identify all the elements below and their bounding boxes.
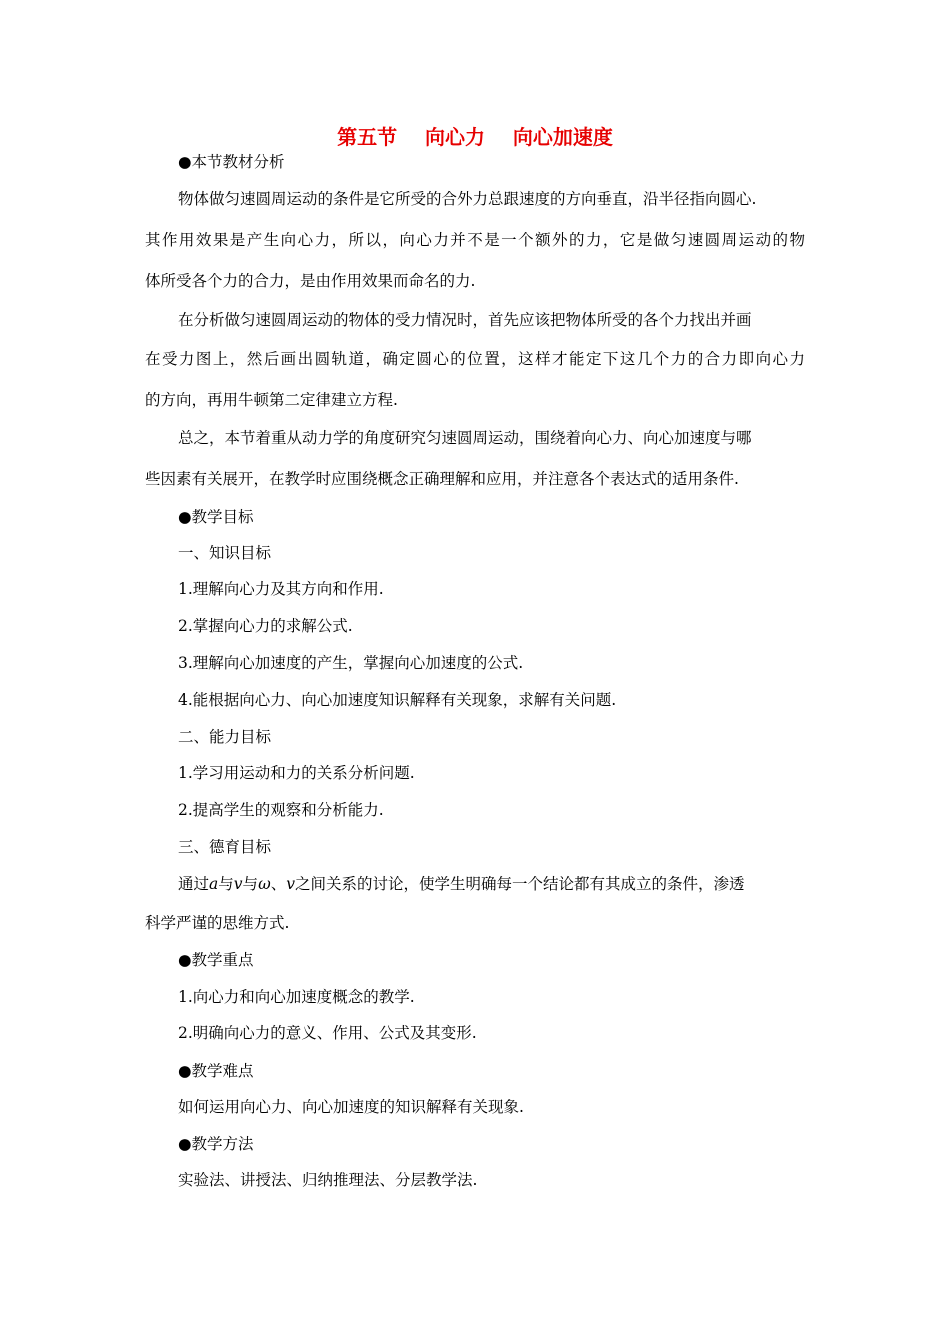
variable-omega: ω [258, 875, 271, 893]
paragraph-line: 在分析做匀速圆周运动的物体的受力情况时，首先应该把物体所受的各个力找出并画 [178, 311, 752, 329]
variable-a: a [209, 875, 219, 893]
paragraph-line: 实验法、讲授法、归纳推理法、分层教学法. [178, 1171, 478, 1189]
section-heading-key: ●教学重点 [178, 951, 254, 969]
section-heading-difficult: ●教学难点 [178, 1062, 254, 1080]
section-heading-method: ●教学方法 [178, 1135, 254, 1153]
paragraph-line: 物体做匀速圆周运动的条件是它所受的合外力总跟速度的方向垂直，沿半径指向圆心. [178, 190, 757, 208]
variable-v: v [233, 875, 243, 893]
paragraph-line [178, 873, 745, 895]
paragraph-line: 些因素有关展开，在教学时应围绕概念正确理解和应用，并注意各个表达式的适用条件. [145, 470, 739, 488]
paragraph-line: 总之，本节着重从动力学的角度研究匀速圆周运动，围绕着向心力、向心加速度与哪 [178, 429, 752, 447]
page-title: 第五节 向心力 向心加速度 [337, 125, 613, 149]
variable-v: v [286, 875, 295, 893]
subsection-heading-moral: 三、德育目标 [178, 838, 272, 856]
paragraph-line: 的方向，再用牛顿第二定律建立方程. [145, 391, 398, 409]
section-heading-analysis: ●本节教材分析 [178, 153, 285, 171]
list-item: 1.学习用运动和力的关系分析问题. [178, 764, 415, 782]
text-span: 与 [242, 875, 259, 893]
list-item: 1.理解向心力及其方向和作用. [178, 580, 384, 598]
text-span: 、 [270, 875, 287, 893]
list-item: 4.能根据向心力、向心加速度知识解释有关现象，求解有关问题. [178, 691, 617, 709]
section-heading-goals: ●教学目标 [178, 508, 254, 526]
paragraph-line: 体所受各个力的合力，是由作用效果而命名的力. [145, 272, 476, 290]
paragraph-line: 如何运用向心力、向心加速度的知识解释有关现象. [178, 1098, 524, 1116]
list-item: 2.提高学生的观察和分析能力. [178, 801, 384, 819]
list-item: 2.明确向心力的意义、作用、公式及其变形. [178, 1024, 477, 1042]
text-span: 与 [218, 875, 234, 893]
subsection-heading-knowledge: 一、知识目标 [178, 544, 272, 562]
list-item: 3.理解向心加速度的产生，掌握向心加速度的公式. [178, 654, 524, 672]
subsection-heading-ability: 二、能力目标 [178, 728, 272, 746]
text-span: 之间关系的讨论，使学生明确每一个结论都有其成立的条件，渗透 [294, 875, 745, 893]
paragraph-line: 在受力图上，然后画出圆轨道，确定圆心的位置，这样才能定下这几个力的合力即向心力 [145, 350, 805, 368]
list-item: 1.向心力和向心加速度概念的教学. [178, 988, 415, 1006]
text-span: 通过 [178, 875, 210, 893]
list-item: 2.掌握向心力的求解公式. [178, 617, 353, 635]
paragraph-line: 科学严谨的思维方式. [145, 914, 290, 932]
paragraph-line: 其作用效果是产生向心力，所以，向心力并不是一个额外的力，它是做匀速圆周运动的物 [145, 231, 805, 249]
